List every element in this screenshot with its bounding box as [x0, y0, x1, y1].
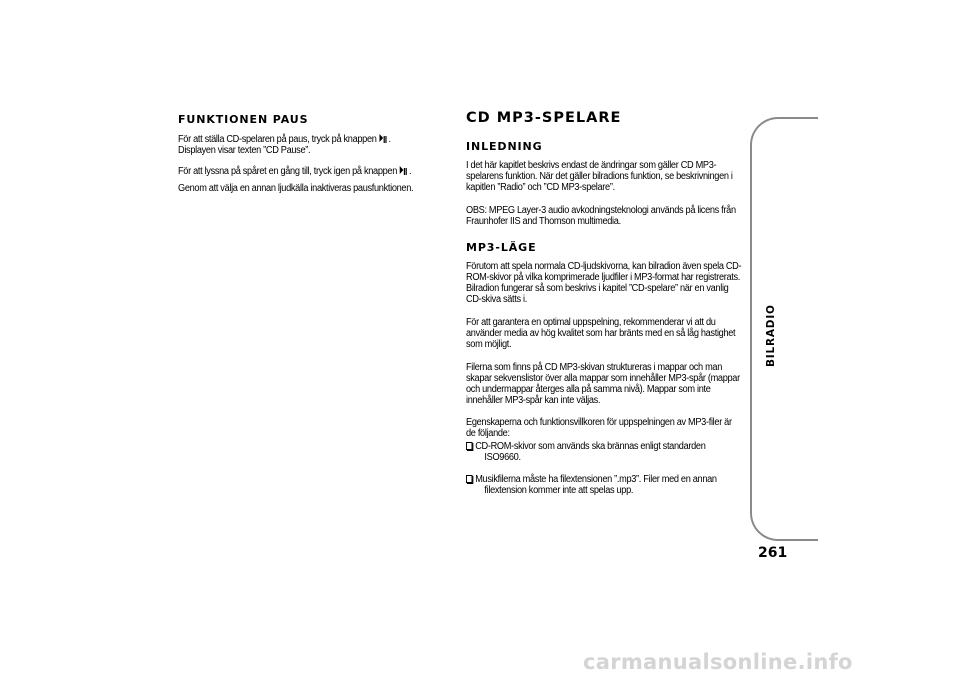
text-pause-1c: Displayen visar texten ”CD Pause”.: [178, 145, 311, 156]
watermark: carmanualsonline.info: [583, 650, 853, 674]
paragraph-mp3-2: För att garantera en optimal uppspelning, rekommenderar vi att du använder media av hög kvalitet som har bränts med en så låg hastighet som möjligt.: [466, 317, 736, 350]
subheading-inledning: INLEDNING: [466, 140, 543, 153]
paragraph-mp3-4: Egenskaperna och funktionsvillkoren för uppspelningen av MP3-filer är de följande:: [466, 417, 732, 439]
paragraph-source-note: Genom att välja en annan ljudkälla inaktiveras pausfunktionen.: [178, 183, 414, 194]
cd-play-pause-icon: [378, 133, 386, 144]
bullet-1-line-2: ISO9660.: [484, 452, 521, 463]
cd-play-pause-icon: [399, 165, 407, 176]
chapter-tab-label: BILRADIO: [765, 304, 777, 367]
checkbox-bullet-icon: [466, 442, 472, 450]
paragraph-mp3-1: Förutom att spela normala CD-ljudskivorna, kan bilradion även spela CD-ROM-skivor på vilka komprimerade ljudfiler i MP3-format har registrerats. Bilradion fungerar så som beskrivs i kapitel ”CD-spelare” när en vanlig CD-skiva sätts i.: [466, 261, 742, 305]
paragraph-resume-instruction: [178, 165, 454, 177]
page-number: 261: [758, 545, 788, 561]
bullet-1-line-1: CD-ROM-skivor som används ska brännas enligt standarden: [475, 441, 706, 452]
chapter-side-tab: [750, 117, 818, 541]
section-heading-paus: FUNKTIONEN PAUS: [178, 113, 309, 126]
section-title-cd-mp3: CD MP3-SPELARE: [466, 110, 622, 126]
paragraph-mp3-3: Filerna som finns på CD MP3-skivan struktureras i mappar och man skapar sekvenslistor över alla mappar som innehåller MP3-spår (mappar och undermappar återges alla på samma nivå). Mappar som inte innehåller MP3-spår kan inte väljas.: [466, 362, 740, 406]
bullet-2-line-2: filextension kommer inte att spelas upp.: [484, 485, 634, 496]
paragraph-intro-2: OBS: MPEG Layer-3 audio avkodningsteknologi används på licens från Fraunhofer IIS and Thomson multimedia.: [466, 205, 736, 227]
bullet-2-line-1: Musikfilerna måste ha filextensionen ”.mp3”. Filer med en annan: [475, 474, 717, 485]
text-resume-2b: .: [408, 166, 412, 177]
paragraph-pause-instruction: [178, 133, 454, 156]
list-item: [466, 441, 742, 465]
subheading-mp3-lage: MP3-LÄGE: [466, 241, 537, 254]
paragraph-intro-1: I det här kapitlet beskrivs endast de ändringar som gäller CD MP3-spelarens funktion. När det gäller bilradions funktion, se beskrivningen i kapitlen ”Radio” och ”CD MP3-spelare”.: [466, 160, 733, 193]
list-item: [466, 474, 742, 498]
checkbox-bullet-icon: [466, 475, 472, 483]
text-pause-1a: För att ställa CD-spelaren på paus, tryck på knappen: [178, 134, 377, 145]
text-pause-1b: .: [388, 134, 391, 145]
text-resume-2a: För att lyssna på spåret en gång till, tryck igen på knappen: [178, 166, 398, 177]
